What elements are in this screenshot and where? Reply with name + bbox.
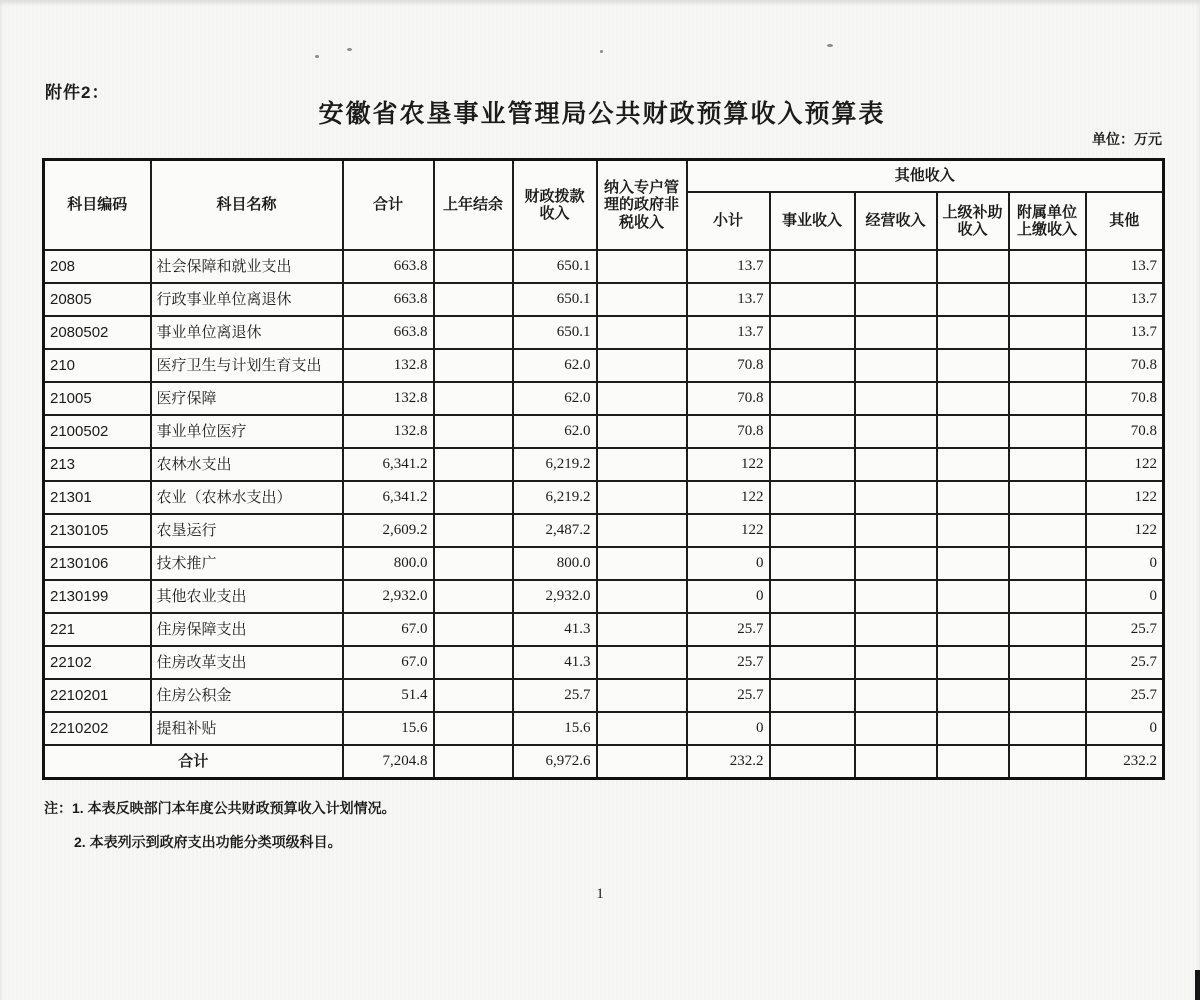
cell-business-income — [770, 514, 855, 547]
cell-operating-income — [855, 514, 937, 547]
notes — [44, 798, 396, 852]
table-row — [44, 382, 1164, 415]
table-row — [44, 514, 1164, 547]
cell-other: 122 — [1086, 514, 1164, 547]
cell-other: 25.7 — [1086, 679, 1164, 712]
cell-subtotal: 25.7 — [687, 679, 770, 712]
cell-subtotal: 232.2 — [687, 745, 770, 779]
scan-speck — [827, 44, 833, 47]
cell-affiliated-income — [1009, 283, 1086, 316]
cell-prev-balance — [434, 514, 513, 547]
cell-superior-subsidy — [937, 514, 1009, 547]
cell-special-account — [597, 745, 687, 779]
cell-other: 0 — [1086, 712, 1164, 745]
cell-subject-code: 213 — [44, 448, 151, 481]
cell-other: 70.8 — [1086, 382, 1164, 415]
cell-operating-income — [855, 646, 937, 679]
cell-fiscal-alloc: 41.3 — [513, 646, 597, 679]
cell-subject-code: 2130105 — [44, 514, 151, 547]
cell-business-income — [770, 646, 855, 679]
cell-special-account — [597, 250, 687, 283]
cell-operating-income — [855, 316, 937, 349]
note-line-1: 注：1. 本表反映部门本年度公共财政预算收入计划情况。 — [44, 800, 396, 816]
cell-affiliated-income — [1009, 382, 1086, 415]
cell-operating-income — [855, 283, 937, 316]
cell-total: 132.8 — [343, 382, 434, 415]
cell-prev-balance — [434, 580, 513, 613]
cell-total: 800.0 — [343, 547, 434, 580]
cell-subject-code: 21301 — [44, 481, 151, 514]
cell-superior-subsidy — [937, 382, 1009, 415]
cell-operating-income — [855, 613, 937, 646]
cell-subtotal: 122 — [687, 481, 770, 514]
cell-subject-name: 农业（农林水支出） — [151, 481, 343, 514]
cell-other: 13.7 — [1086, 283, 1164, 316]
cell-fiscal-alloc: 6,972.6 — [513, 745, 597, 779]
scan-speck — [347, 48, 352, 51]
attachment-label: 附件2： — [45, 83, 110, 102]
cell-total: 67.0 — [343, 646, 434, 679]
cell-other: 13.7 — [1086, 316, 1164, 349]
cell-subject-code: 2080502 — [44, 316, 151, 349]
cell-business-income — [770, 349, 855, 382]
cell-special-account — [597, 514, 687, 547]
cell-superior-subsidy — [937, 646, 1009, 679]
header-business-income: 事业收入 — [770, 192, 855, 250]
cell-affiliated-income — [1009, 316, 1086, 349]
header-superior-subsidy: 上级补助收入 — [937, 192, 1009, 250]
cell-other: 25.7 — [1086, 646, 1164, 679]
cell-affiliated-income — [1009, 547, 1086, 580]
cell-operating-income — [855, 745, 937, 779]
cell-subject-name: 农垦运行 — [151, 514, 343, 547]
cell-fiscal-alloc: 650.1 — [513, 250, 597, 283]
cell-subject-name: 事业单位离退休 — [151, 316, 343, 349]
cell-prev-balance — [434, 547, 513, 580]
cell-subject-code: 20805 — [44, 283, 151, 316]
cell-business-income — [770, 580, 855, 613]
cell-subject-code: 2130106 — [44, 547, 151, 580]
table-body — [44, 250, 1164, 779]
cell-subtotal: 70.8 — [687, 415, 770, 448]
cell-subtotal: 25.7 — [687, 613, 770, 646]
cell-affiliated-income — [1009, 481, 1086, 514]
header-subject-code: 科目编码 — [44, 160, 151, 251]
cell-other: 70.8 — [1086, 415, 1164, 448]
cell-business-income — [770, 712, 855, 745]
cell-business-income — [770, 316, 855, 349]
table-row — [44, 613, 1164, 646]
cell-affiliated-income — [1009, 448, 1086, 481]
table-row — [44, 481, 1164, 514]
cell-affiliated-income — [1009, 745, 1086, 779]
cell-special-account — [597, 580, 687, 613]
cell-special-account — [597, 712, 687, 745]
cell-business-income — [770, 745, 855, 779]
cell-total: 6,341.2 — [343, 448, 434, 481]
scan-speck — [600, 50, 603, 53]
cell-fiscal-alloc: 650.1 — [513, 316, 597, 349]
cell-prev-balance — [434, 613, 513, 646]
header-other-income-group: 其他收入 — [687, 160, 1164, 193]
cell-fiscal-alloc: 2,932.0 — [513, 580, 597, 613]
cell-business-income — [770, 481, 855, 514]
cell-subject-name: 农林水支出 — [151, 448, 343, 481]
cell-business-income — [770, 613, 855, 646]
cell-superior-subsidy — [937, 679, 1009, 712]
scan-corner-mark — [1195, 970, 1200, 1000]
cell-special-account — [597, 415, 687, 448]
header-total: 合计 — [343, 160, 434, 251]
header-other: 其他 — [1086, 192, 1164, 250]
cell-prev-balance — [434, 712, 513, 745]
header-fiscal-alloc: 财政拨款收入 — [513, 160, 597, 251]
cell-other: 122 — [1086, 448, 1164, 481]
table-row — [44, 250, 1164, 283]
cell-prev-balance — [434, 349, 513, 382]
cell-subtotal: 70.8 — [687, 349, 770, 382]
cell-other: 25.7 — [1086, 613, 1164, 646]
cell-fiscal-alloc: 15.6 — [513, 712, 597, 745]
header-prev-balance: 上年结余 — [434, 160, 513, 251]
cell-subtotal: 0 — [687, 580, 770, 613]
cell-fiscal-alloc: 650.1 — [513, 283, 597, 316]
cell-subtotal: 0 — [687, 547, 770, 580]
cell-subject-name: 医疗保障 — [151, 382, 343, 415]
cell-business-income — [770, 382, 855, 415]
cell-total: 663.8 — [343, 316, 434, 349]
table-row — [44, 415, 1164, 448]
cell-special-account — [597, 316, 687, 349]
cell-subject-code: 2210202 — [44, 712, 151, 745]
cell-subject-code: 2100502 — [44, 415, 151, 448]
cell-total: 51.4 — [343, 679, 434, 712]
header-special-account: 纳入专户管理的政府非税收入 — [597, 160, 687, 251]
cell-subject-name: 其他农业支出 — [151, 580, 343, 613]
cell-subject-name: 行政事业单位离退休 — [151, 283, 343, 316]
unit-label: 单位：万元 — [1092, 131, 1162, 147]
cell-subject-name: 医疗卫生与计划生育支出 — [151, 349, 343, 382]
cell-other: 122 — [1086, 481, 1164, 514]
cell-total: 663.8 — [343, 283, 434, 316]
cell-affiliated-income — [1009, 514, 1086, 547]
cell-subtotal: 25.7 — [687, 646, 770, 679]
cell-superior-subsidy — [937, 283, 1009, 316]
cell-prev-balance — [434, 316, 513, 349]
cell-subject-name: 技术推广 — [151, 547, 343, 580]
cell-subtotal: 13.7 — [687, 283, 770, 316]
table-row — [44, 712, 1164, 745]
cell-subject-code: 21005 — [44, 382, 151, 415]
cell-subject-code: 2130199 — [44, 580, 151, 613]
cell-superior-subsidy — [937, 349, 1009, 382]
cell-affiliated-income — [1009, 349, 1086, 382]
cell-business-income — [770, 679, 855, 712]
cell-fiscal-alloc: 25.7 — [513, 679, 597, 712]
cell-subject-code: 221 — [44, 613, 151, 646]
cell-operating-income — [855, 349, 937, 382]
table-row — [44, 679, 1164, 712]
cell-prev-balance — [434, 745, 513, 779]
header-subject-name: 科目名称 — [151, 160, 343, 251]
cell-operating-income — [855, 679, 937, 712]
cell-other: 0 — [1086, 547, 1164, 580]
cell-superior-subsidy — [937, 415, 1009, 448]
table-total-row — [44, 745, 1164, 779]
cell-subtotal: 0 — [687, 712, 770, 745]
cell-operating-income — [855, 712, 937, 745]
cell-special-account — [597, 613, 687, 646]
cell-special-account — [597, 481, 687, 514]
cell-subject-name: 社会保障和就业支出 — [151, 250, 343, 283]
cell-prev-balance — [434, 415, 513, 448]
cell-business-income — [770, 547, 855, 580]
cell-superior-subsidy — [937, 316, 1009, 349]
cell-affiliated-income — [1009, 415, 1086, 448]
cell-subtotal: 70.8 — [687, 382, 770, 415]
cell-prev-balance — [434, 679, 513, 712]
cell-subtotal: 122 — [687, 448, 770, 481]
table-row — [44, 283, 1164, 316]
cell-fiscal-alloc: 62.0 — [513, 382, 597, 415]
cell-subject-name: 住房改革支出 — [151, 646, 343, 679]
cell-affiliated-income — [1009, 580, 1086, 613]
cell-other: 232.2 — [1086, 745, 1164, 779]
cell-fiscal-alloc: 62.0 — [513, 415, 597, 448]
cell-other: 13.7 — [1086, 250, 1164, 283]
cell-subtotal: 13.7 — [687, 250, 770, 283]
cell-affiliated-income — [1009, 646, 1086, 679]
page-title: 安徽省农垦事业管理局公共财政预算收入预算表 — [318, 100, 886, 128]
cell-subject-code: 22102 — [44, 646, 151, 679]
scan-speck — [315, 55, 319, 58]
cell-special-account — [597, 547, 687, 580]
cell-special-account — [597, 349, 687, 382]
header-affiliated-income: 附属单位上缴收入 — [1009, 192, 1086, 250]
cell-special-account — [597, 283, 687, 316]
cell-business-income — [770, 415, 855, 448]
cell-special-account — [597, 448, 687, 481]
table-row — [44, 646, 1164, 679]
cell-total: 15.6 — [343, 712, 434, 745]
table-row — [44, 547, 1164, 580]
cell-other: 0 — [1086, 580, 1164, 613]
cell-fiscal-alloc: 62.0 — [513, 349, 597, 382]
cell-total-label: 合计 — [44, 745, 343, 779]
cell-operating-income — [855, 250, 937, 283]
cell-superior-subsidy — [937, 745, 1009, 779]
cell-fiscal-alloc: 6,219.2 — [513, 481, 597, 514]
cell-operating-income — [855, 481, 937, 514]
cell-special-account — [597, 646, 687, 679]
cell-affiliated-income — [1009, 679, 1086, 712]
cell-prev-balance — [434, 382, 513, 415]
cell-operating-income — [855, 448, 937, 481]
cell-prev-balance — [434, 283, 513, 316]
cell-superior-subsidy — [937, 547, 1009, 580]
cell-subject-code: 208 — [44, 250, 151, 283]
header-subtotal: 小计 — [687, 192, 770, 250]
cell-business-income — [770, 283, 855, 316]
cell-prev-balance — [434, 448, 513, 481]
cell-total: 7,204.8 — [343, 745, 434, 779]
cell-total: 663.8 — [343, 250, 434, 283]
cell-subject-name: 事业单位医疗 — [151, 415, 343, 448]
cell-subject-name: 住房公积金 — [151, 679, 343, 712]
cell-business-income — [770, 448, 855, 481]
cell-affiliated-income — [1009, 613, 1086, 646]
cell-special-account — [597, 382, 687, 415]
cell-superior-subsidy — [937, 580, 1009, 613]
cell-fiscal-alloc: 800.0 — [513, 547, 597, 580]
table-header — [44, 160, 1164, 251]
cell-superior-subsidy — [937, 481, 1009, 514]
cell-fiscal-alloc: 2,487.2 — [513, 514, 597, 547]
note-line-2: 2. 本表列示到政府支出功能分类项级科目。 — [74, 834, 342, 850]
cell-total: 132.8 — [343, 349, 434, 382]
cell-total: 6,341.2 — [343, 481, 434, 514]
budget-table — [42, 158, 1165, 780]
table-row — [44, 580, 1164, 613]
cell-operating-income — [855, 415, 937, 448]
cell-total: 67.0 — [343, 613, 434, 646]
cell-total: 2,932.0 — [343, 580, 434, 613]
header-operating-income: 经营收入 — [855, 192, 937, 250]
cell-operating-income — [855, 547, 937, 580]
table-row — [44, 448, 1164, 481]
cell-operating-income — [855, 382, 937, 415]
cell-superior-subsidy — [937, 448, 1009, 481]
cell-affiliated-income — [1009, 250, 1086, 283]
page-number: 1 — [596, 886, 604, 902]
cell-other: 70.8 — [1086, 349, 1164, 382]
cell-superior-subsidy — [937, 712, 1009, 745]
cell-affiliated-income — [1009, 712, 1086, 745]
cell-total: 2,609.2 — [343, 514, 434, 547]
cell-special-account — [597, 679, 687, 712]
cell-fiscal-alloc: 41.3 — [513, 613, 597, 646]
cell-subject-name: 住房保障支出 — [151, 613, 343, 646]
table-row — [44, 316, 1164, 349]
cell-superior-subsidy — [937, 613, 1009, 646]
cell-business-income — [770, 250, 855, 283]
cell-prev-balance — [434, 250, 513, 283]
cell-prev-balance — [434, 646, 513, 679]
cell-fiscal-alloc: 6,219.2 — [513, 448, 597, 481]
cell-subject-code: 2210201 — [44, 679, 151, 712]
cell-operating-income — [855, 580, 937, 613]
cell-subtotal: 13.7 — [687, 316, 770, 349]
cell-subject-name: 提租补贴 — [151, 712, 343, 745]
cell-superior-subsidy — [937, 250, 1009, 283]
cell-subtotal: 122 — [687, 514, 770, 547]
cell-subject-code: 210 — [44, 349, 151, 382]
cell-prev-balance — [434, 481, 513, 514]
cell-total: 132.8 — [343, 415, 434, 448]
table-row — [44, 349, 1164, 382]
